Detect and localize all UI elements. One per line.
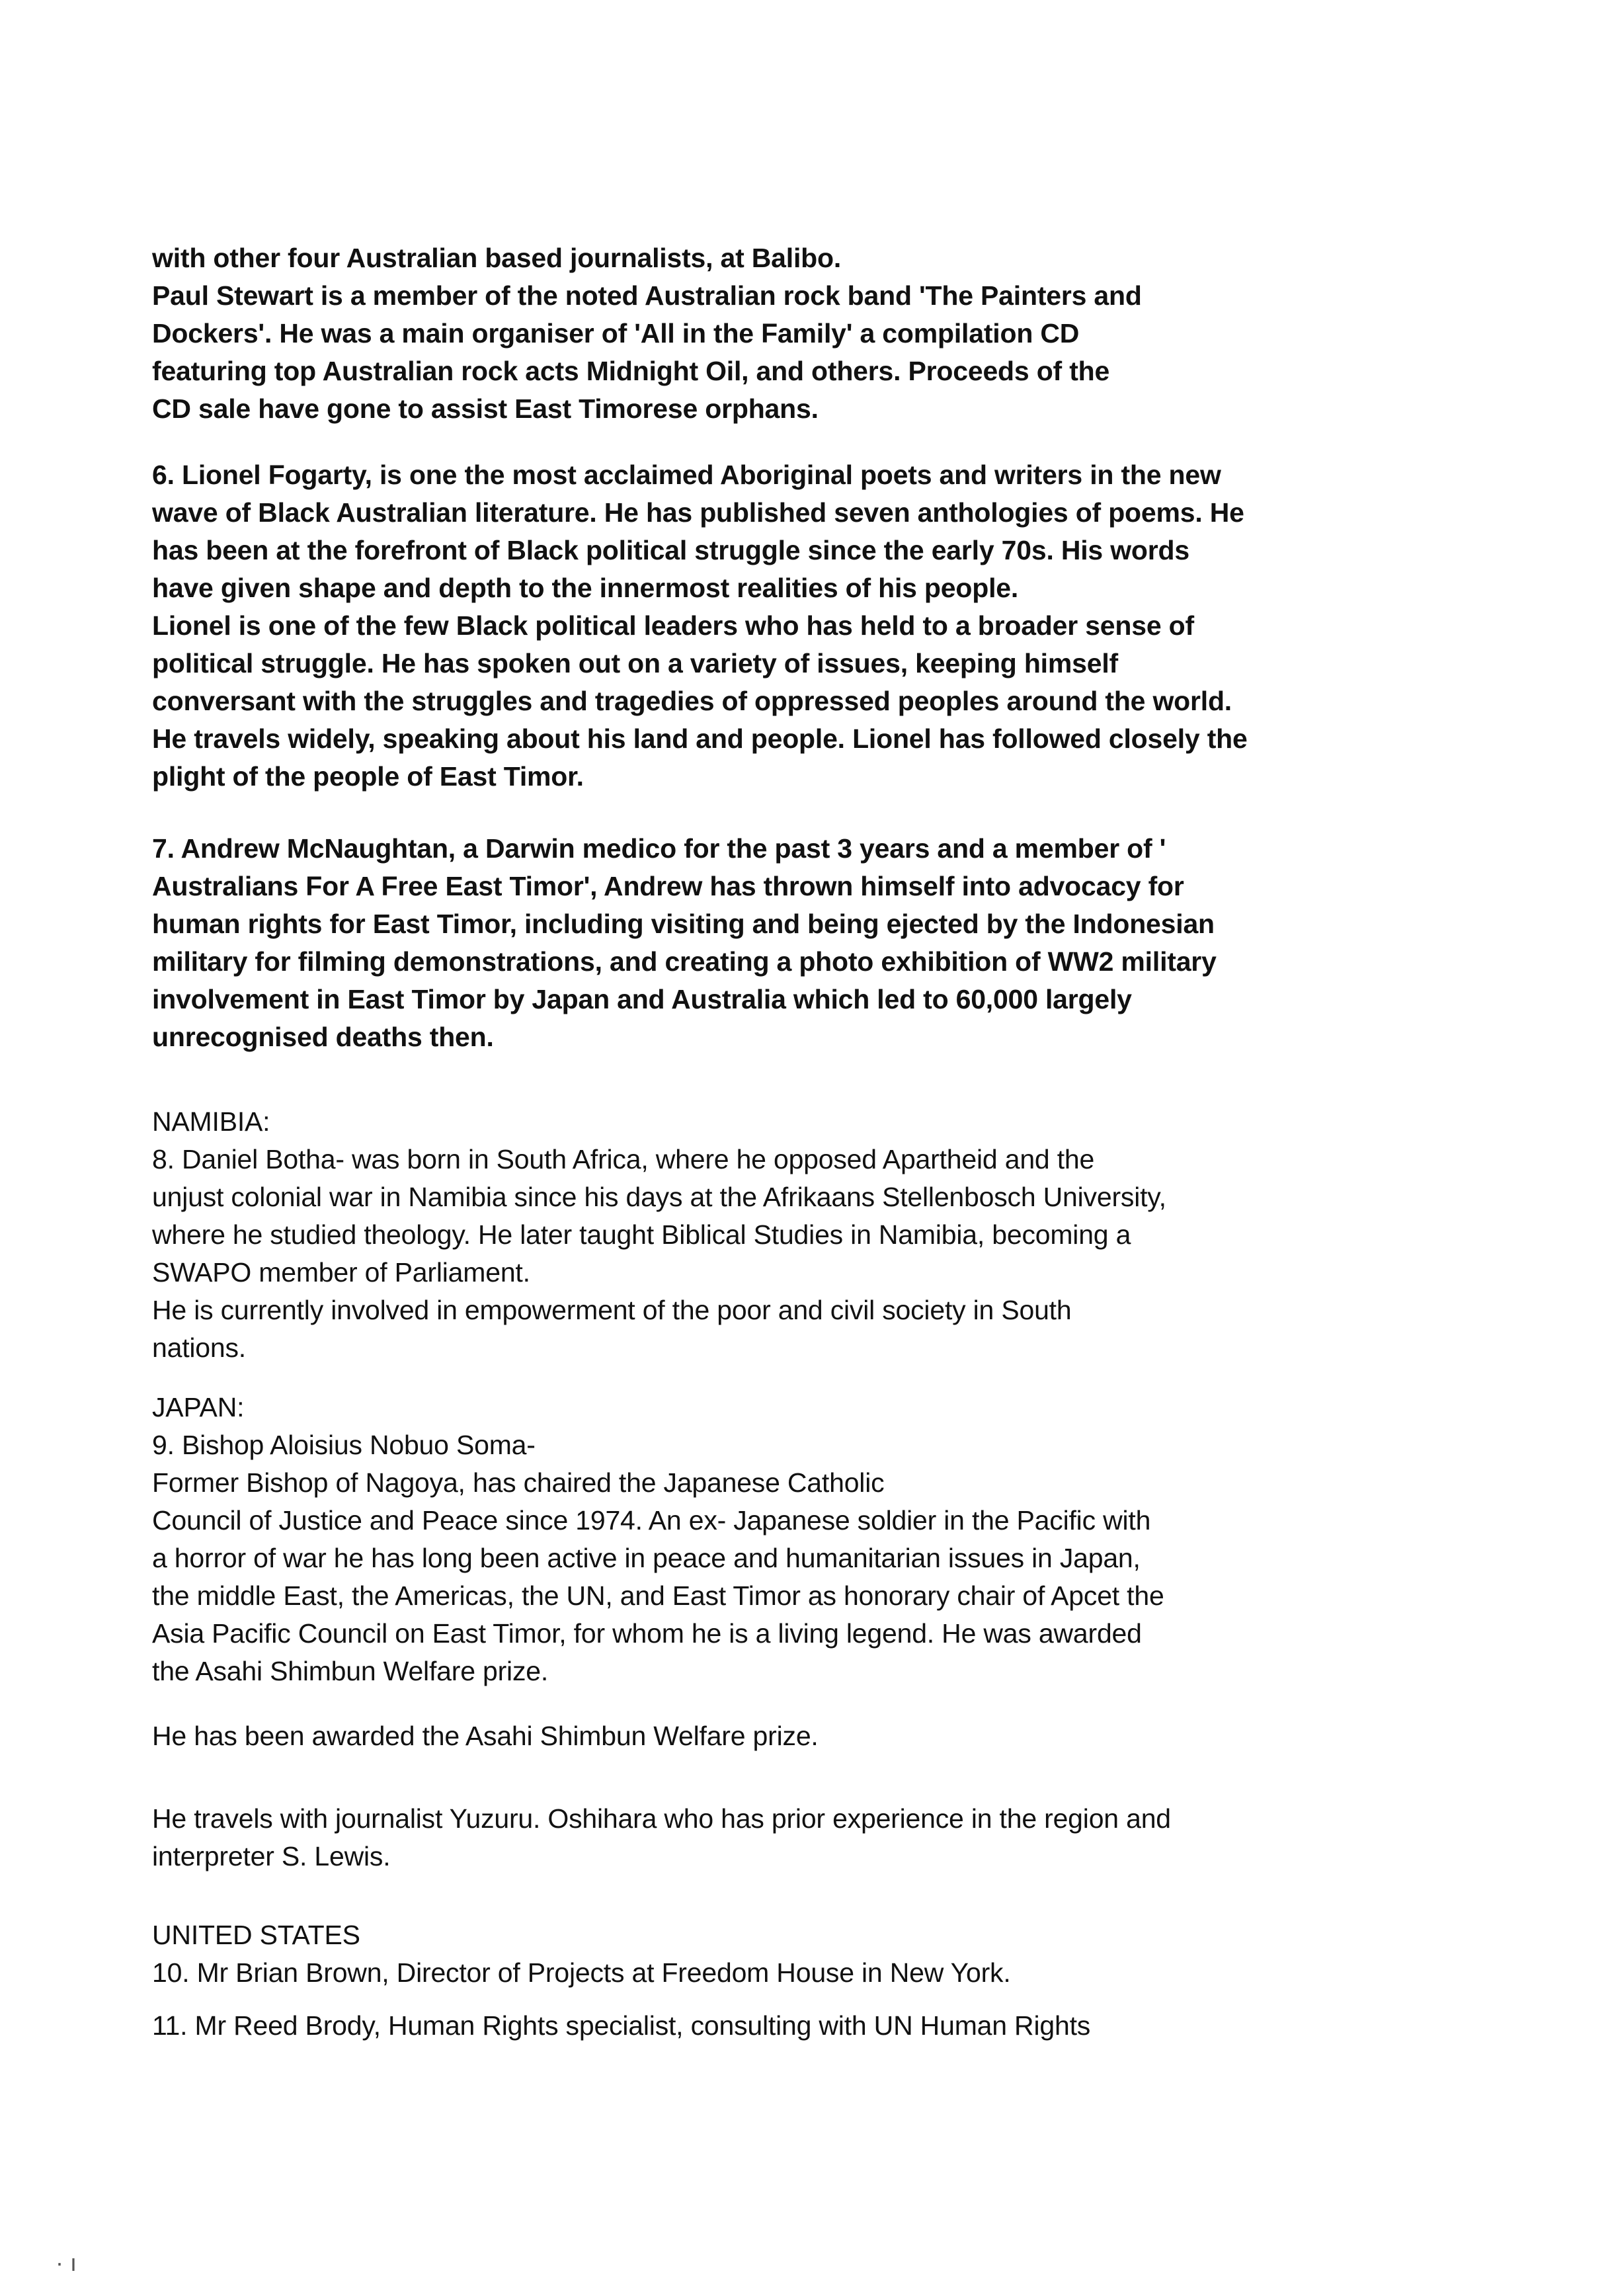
text-line: the middle East, the Americas, the UN, and East Timor as honorary chair of Apcet the — [152, 1580, 1164, 1611]
section-heading-namibia: NAMIBIA: — [152, 1106, 270, 1137]
text-line: Asia Pacific Council on East Timor, for whom he is a living legend. He was awarded — [152, 1618, 1142, 1649]
text-line: with other four Australian based journalists, at Balibo. — [152, 243, 842, 273]
japan-awarded-line — [152, 1717, 1408, 1755]
namibia-section — [152, 1103, 1408, 1367]
text-line: He travels widely, speaking about his land and people. Lionel has followed closely the — [152, 723, 1248, 754]
text-line: He travels with journalist Yuzuru. Oshihara who has prior experience in the region and — [152, 1803, 1171, 1834]
text-line: SWAPO member of Parliament. — [152, 1257, 530, 1288]
text-line: unjust colonial war in Namibia since his days at the Afrikaans Stellenbosch University, — [152, 1182, 1166, 1212]
japan-section — [152, 1389, 1408, 1690]
text-line: have given shape and depth to the innermost realities of his people. — [152, 573, 1019, 603]
item-6-paragraph — [152, 456, 1408, 796]
text-line: plight of the people of East Timor. — [152, 761, 584, 792]
text-line: Australians For A Free East Timor', Andrew has thrown himself into advocacy for — [152, 871, 1184, 901]
text-line: Lionel is one of the few Black political leaders who has held to a broader sense of — [152, 610, 1194, 641]
text-line: where he studied theology. He later taught Biblical Studies in Namibia, becoming a — [152, 1219, 1131, 1250]
japan-travels-paragraph — [152, 1800, 1408, 1875]
text-line: wave of Black Australian literature. He has published seven anthologies of poems. He — [152, 497, 1244, 528]
intro-paragraph — [152, 239, 1408, 428]
united-states-section — [152, 1916, 1408, 1992]
item-11-line — [152, 2007, 1408, 2045]
text-line: CD sale have gone to assist East Timorese orphans. — [152, 393, 819, 424]
text-line: Paul Stewart is a member of the noted Australian rock band 'The Painters and — [152, 280, 1142, 311]
text-line: unrecognised deaths then. — [152, 1022, 494, 1052]
text-line: human rights for East Timor, including visiting and being ejected by the Indonesian — [152, 909, 1215, 939]
text-line: the Asahi Shimbun Welfare prize. — [152, 1656, 549, 1686]
section-heading-japan: JAPAN: — [152, 1392, 245, 1422]
text-line: military for filming demonstrations, and creating a photo exhibition of WW2 military — [152, 946, 1217, 977]
text-line: Dockers'. He was a main organiser of 'All in the Family' a compilation CD — [152, 318, 1080, 348]
text-line: interpreter S. Lewis. — [152, 1841, 391, 1871]
text-line: Council of Justice and Peace since 1974. An ex- Japanese soldier in the Pacific with — [152, 1505, 1151, 1536]
scan-speck: · ı — [56, 2249, 77, 2276]
text-line: has been at the forefront of Black political struggle since the early 70s. His words — [152, 535, 1189, 565]
text-line: 6. Lionel Fogarty, is one the most acclaimed Aboriginal poets and writers in the new — [152, 460, 1221, 490]
text-line: a horror of war he has long been active in peace and humanitarian issues in Japan, — [152, 1543, 1141, 1573]
text-line: political struggle. He has spoken out on a variety of issues, keeping himself — [152, 648, 1118, 678]
text-line: 7. Andrew McNaughtan, a Darwin medico for the past 3 years and a member of ' — [152, 833, 1166, 864]
text-line: 9. Bishop Aloisius Nobuo Soma- — [152, 1430, 536, 1460]
text-line: 11. Mr Reed Brody, Human Rights specialist, consulting with UN Human Rights — [152, 2010, 1091, 2041]
text-line: nations. — [152, 1332, 247, 1363]
text-line: He has been awarded the Asahi Shimbun Welfare prize. — [152, 1721, 819, 1751]
item-7-paragraph — [152, 830, 1408, 1056]
section-heading-united-states: UNITED STATES — [152, 1920, 360, 1950]
text-line: 10. Mr Brian Brown, Director of Projects at Freedom House in New York. — [152, 1957, 1011, 1988]
text-line: He is currently involved in empowerment of the poor and civil society in South — [152, 1295, 1072, 1325]
text-line: 8. Daniel Botha- was born in South Africa, where he opposed Apartheid and the — [152, 1144, 1095, 1174]
text-line: Former Bishop of Nagoya, has chaired the Japanese Catholic — [152, 1467, 885, 1498]
text-line: featuring top Australian rock acts Midnight Oil, and others. Proceeds of the — [152, 356, 1110, 386]
text-line: conversant with the struggles and tragedies of oppressed peoples around the world. — [152, 686, 1232, 716]
text-line: involvement in East Timor by Japan and Australia which led to 60,000 largely — [152, 984, 1132, 1014]
